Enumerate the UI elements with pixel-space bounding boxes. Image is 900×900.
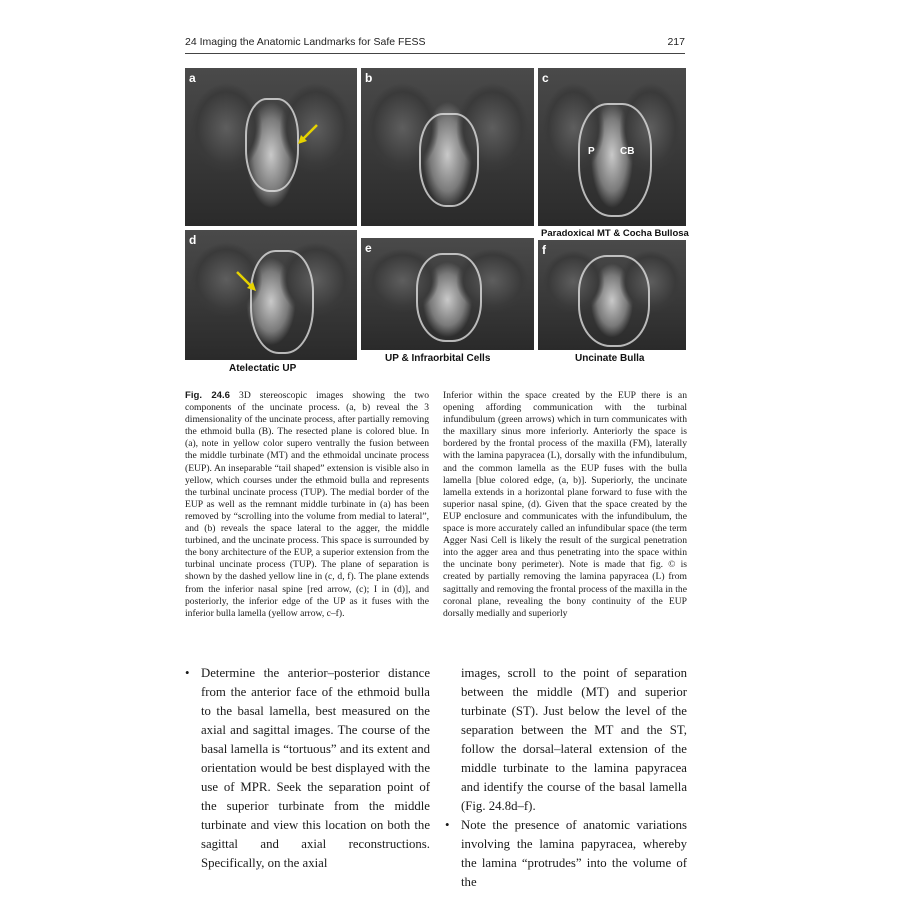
turbinate-shape — [416, 253, 482, 342]
figure-panel-d — [185, 230, 357, 360]
panel-letter: b — [365, 71, 373, 85]
figure-panel-a — [185, 68, 357, 226]
label-uncinate-bulla: Uncinate Bulla — [575, 353, 645, 364]
caption-text-continued: Inferior within the space created by the EUP there is an opening affording communication with the turbinal infundibulum (green arrows) which in turn communicates with the maxillary sinus more inferiorly. Anteriorly the space is bordered by the frontal process of the maxilla (FM), laterally with the lamina papyracea (L), dorsally with the infundibulum, and the common lamella as the EUP fuses with the bulla lamella [blue colored edge, (a, b)]. Superiorly, the uncinate lamella extends in a horizontal plane forward to fuse with the superior nasal spine, (d). Given that the space created by the EUP enclosure and communicates with the infundibulum, the space is more accurately called an infundibular space (the term Agger Nasi Cell is likely the result of the surgical penetration into the agger area and thus penetrating into the space within the uncinate bony perimeter). Note is made that fig. © is created by partially removing the lamina papyracea (L) from sagittally and removing the frontal process of the maxilla in the coronal plane, revealing the bony continuity of the EUP dorsally medially and superiorly — [443, 390, 687, 619]
figure-panel-f — [538, 240, 686, 350]
turbinate-shape — [419, 113, 479, 207]
list-item-text: Determine the anterior–posterior distance from the anterior face of the ethmoid bulla to the basal lamella, best measured on the axial and sagittal images. The course of the basal lamella is “tortuous” and its extent and orientation would be best displayed with the use of MPR. Seek the separation point of the superior turbinate from the middle turbinate and view this location on both the sagittal and axial reconstructions. Specifically, on the axial — [201, 666, 430, 870]
turbinate-shape — [245, 98, 299, 192]
yellow-arrow-icon — [297, 123, 319, 145]
bullet-marker: • — [445, 818, 450, 832]
figure-caption-left — [185, 390, 429, 620]
turbinate-shape — [578, 255, 650, 347]
figure-panel-e — [361, 238, 534, 350]
header-rule — [185, 53, 685, 54]
continuation-text: images, scroll to the point of separation between the middle (MT) and superior turbinate (ST). Just below the level of the separation between the MT and the ST, follow the dorsal–lateral extension of the middle turbinate to the lamina papyracea and identify the course of the basal lamella (Fig. 24.8d–f). — [461, 666, 687, 813]
marker-p: P — [588, 146, 595, 157]
panel-letter: f — [542, 243, 546, 257]
turbinate-shape — [250, 250, 314, 354]
figure-panel-c — [538, 68, 686, 226]
label-atelectatic: Atelectatic UP — [229, 363, 297, 374]
panel-letter: a — [189, 71, 196, 85]
caption-text: 3D stereoscopic images showing the two components of the uncinate process. (a, b) reveal the 3 dimensionality of the uncinate process, after partially removing the ethmoid bulla (B). The resected plane is colored blue. In (a), note in yellow color supero ventrally the fusion between the middle turbinate (MT) and the ethmoidal uncinate process (EUP). An inseparable “tail shaped” extension is visible also in yellow, which courses under the ethmoid bulla and represents the turbinal uncinate process (TUP). The medial border of the EUP as well as the remnant middle turbinate in (a) has been removed by “scrolling into the volume from medial to lateral”, and (b) reveals the space lateral to the agger, the middle turbined, and the uncinate process. This space is surrounded by the bony architecture of the EUP, a superior extension from the turbinal uncinate process (TUP). The plane of separation is shown by the dashed yellow line in (c, d, f). The plane extends from the inferior nasal spine [red arrow, (c); I in (d)], and posteriorly, the inferior edge of the UP as it fuses with the inferior bulla lamella (yellow arrow, c–f). — [185, 390, 429, 619]
figure-panel-b — [361, 68, 534, 226]
yellow-arrow-icon — [235, 270, 257, 292]
panel-letter: e — [365, 241, 372, 255]
list-item — [445, 816, 687, 892]
panel-letter: d — [189, 233, 197, 247]
turbinate-shape — [578, 103, 652, 217]
figure-caption-right — [443, 390, 687, 620]
body-column-right — [445, 664, 687, 892]
label-paradoxical: Paradoxical MT & Cocha Bullosa — [541, 228, 689, 239]
list-item-text: Note the presence of anatomic variations involving the lamina papyracea, whereby the lamina “protrudes” into the volume of the — [461, 818, 687, 889]
page-number: 217 — [667, 36, 685, 48]
chapter-title: 24 Imaging the Anatomic Landmarks for Safe FESS — [185, 36, 426, 48]
body-column-left — [185, 664, 430, 873]
list-item — [185, 664, 430, 873]
figure-number: Fig. 24.6 — [185, 390, 230, 401]
panel-letter: c — [542, 71, 549, 85]
running-header — [185, 36, 685, 54]
label-infraorbital: UP & Infraorbital Cells — [385, 353, 491, 364]
marker-cb: CB — [620, 146, 635, 157]
bullet-marker: • — [185, 666, 190, 680]
